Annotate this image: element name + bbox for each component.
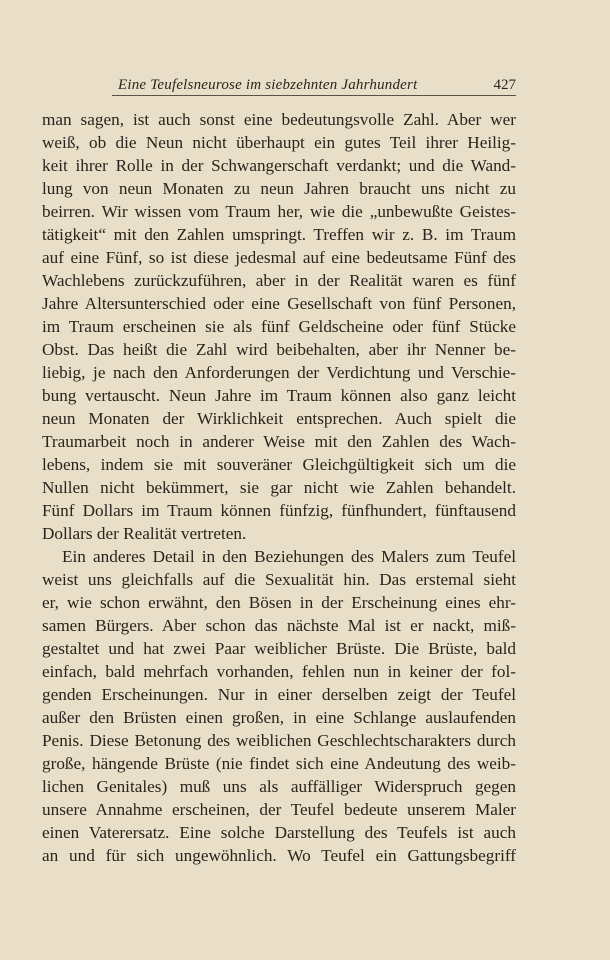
text-line: er, wie schon erwähnt, den Bösen in der Erscheinung eines ehr- <box>42 593 516 612</box>
text-line: Jahre Altersunterschied oder eine Gesellschaft von fünf Personen, <box>42 294 516 313</box>
text-line: an und für sich ungewöhnlich. Wo Teufel ein Gattungsbegriff <box>42 846 516 865</box>
text-line: unsere Annahme erscheinen, der Teufel bedeute unserem Maler <box>42 800 516 819</box>
text-line: tätigkeit“ mit den Zahlen umspringt. Treffen wir z. B. im Traum <box>42 225 516 244</box>
page-number: 427 <box>493 77 516 93</box>
text-line: weiß, ob die Neun nicht überhaupt ein gutes Teil ihrer Heilig- <box>42 133 516 152</box>
text-line: auf eine Fünf, so ist diese jedesmal auf eine bedeutsame Fünf des <box>42 248 516 267</box>
running-header <box>112 75 516 96</box>
text-line: neun Monaten der Wirklichkeit entsprechen. Auch spielt die <box>42 409 516 428</box>
text-line: im Traum erscheinen sie als fünf Geldscheine oder fünf Stücke <box>42 317 516 336</box>
text-line: Nullen nicht bekümmert, sie gar nicht wie Zahlen behandelt. <box>42 478 516 497</box>
text-line: lebens, indem sie mit souveräner Gleichgültigkeit sich um die <box>42 455 516 474</box>
text-line: lung von neun Monaten zu neun Jahren braucht uns nicht zu <box>42 179 516 198</box>
text-line: einen Vaterersatz. Eine solche Darstellung des Teufels ist auch <box>42 823 516 842</box>
running-title: Eine Teufelsneurose im siebzehnten Jahrhundert <box>118 77 418 93</box>
text-line: samen Bürgers. Aber schon das nächste Mal ist er nackt, miß- <box>42 616 516 635</box>
text-line: Traumarbeit noch in anderer Weise mit den Zahlen des Wach- <box>42 432 516 451</box>
text-line: man sagen, ist auch sonst eine bedeutungsvolle Zahl. Aber wer <box>42 110 516 129</box>
text-line: keit ihrer Rolle in der Schwangerschaft verdankt; und die Wand- <box>42 156 516 175</box>
text-line: außer den Brüsten einen großen, in eine Schlange auslaufenden <box>42 708 516 727</box>
text-line: beirren. Wir wissen vom Traum her, wie die „unbewußte Geistes- <box>42 202 516 221</box>
text-line: genden Erscheinungen. Nur in einer derselben zeigt der Teufel <box>42 685 516 704</box>
text-line: einfach, bald mehrfach vorhanden, fehlen nun in keiner der fol- <box>42 662 516 681</box>
paragraph <box>42 108 516 545</box>
text-line: bung vertauscht. Neun Jahre im Traum können also ganz leicht <box>42 386 516 405</box>
text-line: gestaltet und hat zwei Paar weiblicher Brüste. Die Brüste, bald <box>42 639 516 658</box>
text-line: liebig, je nach den Anforderungen der Verdichtung und Verschie- <box>42 363 516 382</box>
text-line: Wachlebens zurückzuführen, aber in der Realität waren es fünf <box>42 271 516 290</box>
text-line: Fünf Dollars im Traum können fünfzig, fünfhundert, fünftausend <box>42 501 516 520</box>
text-line: Obst. Das heißt die Zahl wird beibehalten, aber ihr Nenner be- <box>42 340 516 359</box>
paragraph <box>42 545 516 867</box>
text-line: große, hängende Brüste (nie findet sich eine Andeutung des weib- <box>42 754 516 773</box>
text-line: Penis. Diese Betonung des weiblichen Geschlechtscharakters durch <box>42 731 516 750</box>
text-line: weist uns gleichfalls auf die Sexualität hin. Das erstemal sieht <box>42 570 516 589</box>
text-line: Dollars der Realität vertreten. <box>42 524 247 543</box>
text-line: lichen Genitales) muß uns als auffälliger Widerspruch gegen <box>42 777 516 796</box>
text-line: Ein anderes Detail in den Beziehungen des Malers zum Teufel <box>62 547 516 566</box>
body-text <box>42 108 516 867</box>
